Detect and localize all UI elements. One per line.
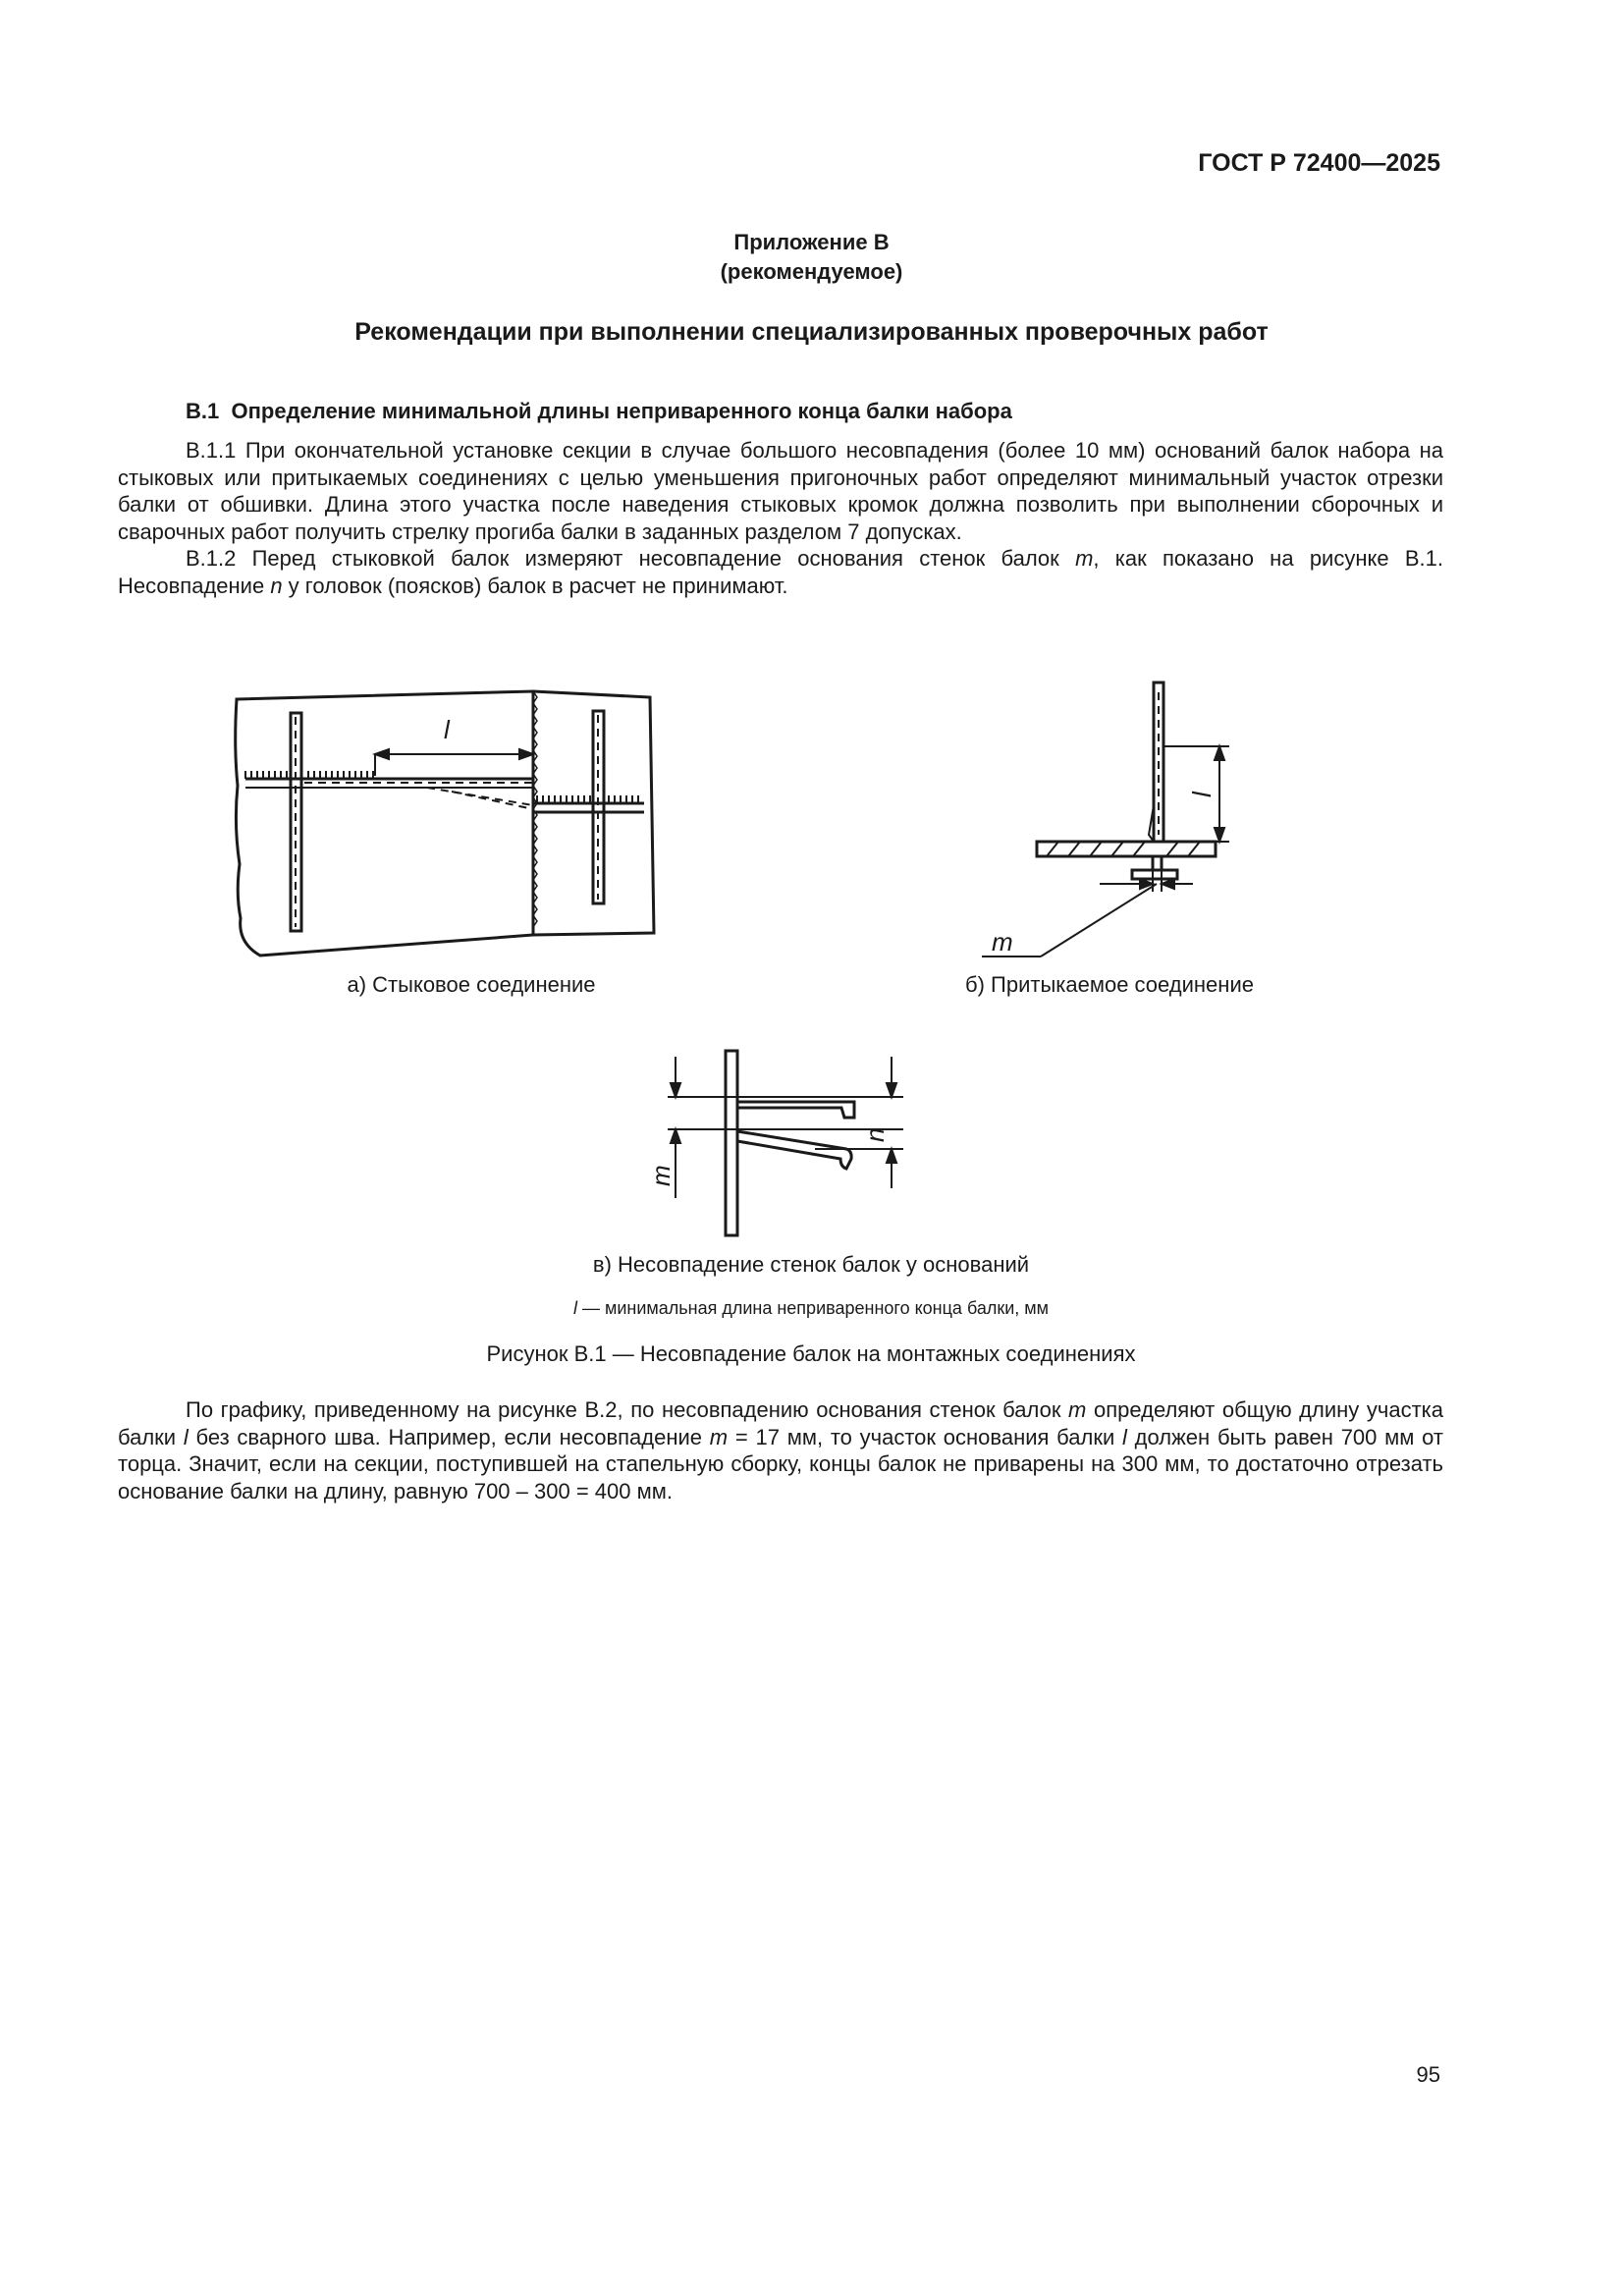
subsection-title: Определение минимальной длины неприваренного конца балки набора bbox=[231, 399, 1012, 423]
appendix-status: (рекомендуемое) bbox=[720, 259, 903, 284]
dim-label-l-b: l bbox=[1187, 792, 1217, 797]
dim-label-m-c: m bbox=[646, 1165, 676, 1186]
figure-a-drawing bbox=[226, 678, 668, 962]
paragraph-b11: В.1.1 При окончательной установке секции в случае большого несовпадения (более 10 мм) оснований балок набора на стыковых или притыкаемых соединениях с целью уменьшения пригоночных работ определяют минимальный участок отрезки балки от обшивки. Длина этого участка после наведения стыковых кромок должна позволить при выполнении сборочных и сварочных работ получить стрелку прогиба балки в заданных разделом 7 допусках. bbox=[118, 438, 1443, 544]
dim-label-m-b: m bbox=[992, 927, 1013, 957]
subsection-number: В.1 bbox=[186, 399, 220, 423]
standard-number: ГОСТ Р 72400—2025 bbox=[1198, 149, 1440, 177]
figure-b-drawing bbox=[972, 678, 1257, 962]
appendix-heading bbox=[0, 228, 1623, 287]
body-text bbox=[118, 437, 1443, 599]
appendix-title: Приложение В bbox=[733, 230, 890, 254]
paragraph-final: По графику, приведенному на рисунке В.2, по несовпадению основания стенок балок m определяют общую длину участка балки l без сварного шва. Например, если несовпадение m = 17 мм, то участок основания балки l должен быть равен 700 мм от торца. Значит, если на секции, поступившей на стапельную сборку, концы балок не приварены на 300 мм, то достаточно отрезать основание балки на длину, равную 700 – 300 = 400 мм. bbox=[118, 1397, 1443, 1503]
figure-c-drawing bbox=[638, 1041, 913, 1237]
page-number: 95 bbox=[1416, 2062, 1440, 2087]
figure-a-label: а) Стыковое соединение bbox=[347, 972, 596, 997]
figure-legend: l — минимальная длина неприваренного конца балки, мм bbox=[572, 1298, 1050, 1318]
dim-label-n-c: n bbox=[860, 1127, 890, 1142]
figure-b-label: б) Притыкаемое соединение bbox=[965, 972, 1254, 997]
dim-label-l: l bbox=[444, 715, 450, 744]
paragraph-b12: В.1.2 Перед стыковкой балок измеряют несовпадение основания стенок балок m, как показано на рисунке В.1. Несовпадение n у головок (поясков) балок в расчет не принимают. bbox=[118, 546, 1443, 598]
subsection-heading bbox=[186, 399, 1012, 424]
body-text-final bbox=[118, 1396, 1443, 1504]
figure-c-label: в) Несовпадение стенок балок у оснований bbox=[592, 1252, 1030, 1277]
figure-caption: Рисунок В.1 — Несовпадение балок на монтажных соединениях bbox=[486, 1341, 1136, 1366]
section-title: Рекомендации при выполнении специализированных проверочных работ bbox=[354, 318, 1269, 346]
